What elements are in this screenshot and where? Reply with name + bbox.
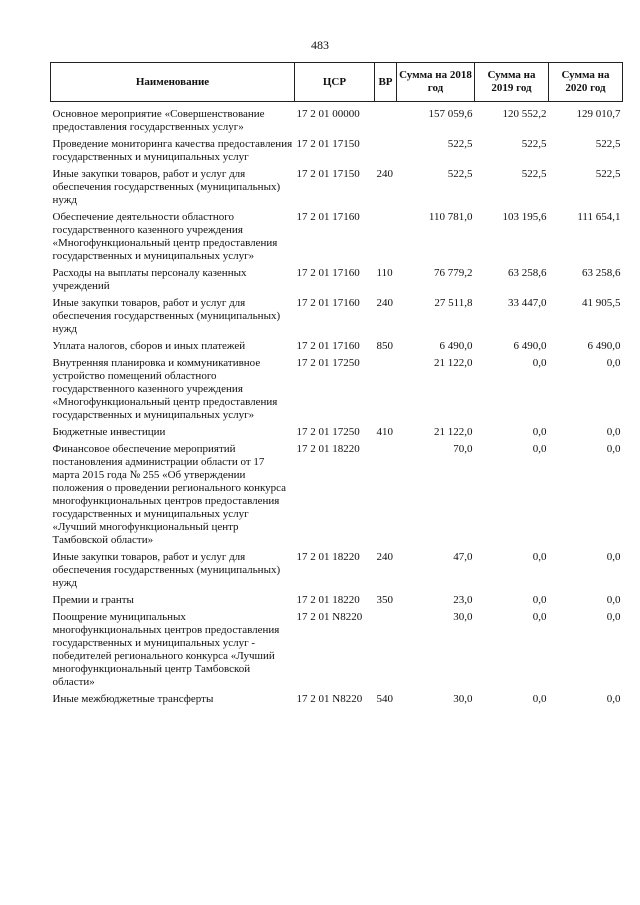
header-name: Наименование (51, 63, 295, 102)
header-sum-2020: Сумма на 2020 год (549, 63, 623, 102)
header-sum-2018: Сумма на 2018 год (397, 63, 475, 102)
cell-sum-2018: 30,0 (453, 611, 473, 623)
cell-csr: 17 2 01 N8220 (296, 693, 363, 705)
table-row (51, 297, 623, 340)
cell-sum-2019: 522,5 (521, 138, 547, 150)
cell-csr: 17 2 01 18220 (296, 551, 360, 563)
table-row (51, 551, 623, 594)
cell-sum-2020: 0,0 (606, 693, 621, 705)
cell-name: Иные межбюджетные трансферты (52, 693, 214, 705)
table-row (51, 211, 623, 267)
cell-sum-2020: 0,0 (606, 443, 621, 455)
cell-sum-2018: 76 779,2 (434, 267, 473, 279)
table-row (51, 611, 623, 693)
header-csr: ЦСР (295, 63, 375, 102)
header-sum-2019: Сумма на 2019 год (475, 63, 549, 102)
cell-sum-2018: 522,5 (447, 168, 473, 180)
cell-csr: 17 2 01 18220 (296, 594, 360, 606)
cell-sum-2018: 110 781,0 (428, 211, 473, 223)
cell-sum-2019: 103 195,6 (502, 211, 547, 223)
cell-sum-2020: 522,5 (595, 168, 621, 180)
cell-sum-2020: 0,0 (606, 551, 621, 563)
cell-vr (375, 138, 397, 168)
table-row (51, 693, 623, 710)
cell-vr: 240 (376, 551, 393, 563)
cell-name: Иные закупки товаров, работ и услуг для обеспечения государственных (муниципальных) нужд (52, 551, 281, 589)
cell-name: Бюджетные инвестиции (52, 426, 166, 438)
table-row (51, 443, 623, 551)
cell-sum-2018: 47,0 (453, 551, 473, 563)
cell-sum-2019: 33 447,0 (508, 297, 547, 309)
cell-csr: 17 2 01 17250 (296, 426, 360, 438)
cell-sum-2019: 0,0 (532, 357, 547, 369)
cell-name: Обеспечение деятельности областного государственного казенного учреждения «Многофункциональный центр предоставления государственных и муниципальных услуг» (52, 211, 278, 262)
cell-name: Проведение мониторинга качества предоставления государственных и муниципальных услуг (52, 138, 293, 163)
table-row (51, 267, 623, 297)
cell-csr: 17 2 01 17160 (296, 211, 360, 223)
cell-vr (375, 102, 397, 139)
cell-sum-2020: 0,0 (606, 357, 621, 369)
cell-sum-2020: 111 654,1 (577, 211, 621, 223)
table-row (51, 426, 623, 443)
cell-sum-2019: 522,5 (521, 168, 547, 180)
cell-sum-2020: 63 258,6 (582, 267, 621, 279)
cell-vr (375, 211, 397, 267)
table-row (51, 138, 623, 168)
cell-csr: 17 2 01 17160 (296, 297, 360, 309)
cell-sum-2019: 0,0 (532, 551, 547, 563)
cell-name: Финансовое обеспечение мероприятий постановления администрации области от 17 марта 2015 года № 255 «Об утверждении положения о проведении регионального конкурса многофункциональных центров предоставления государственных и муниципальных услуг «Лучший многофункциональный центр Тамбовской области» (52, 443, 287, 546)
cell-sum-2019: 0,0 (532, 611, 547, 623)
table-row (51, 340, 623, 357)
cell-name: Внутренняя планировка и коммуникативное устройство помещений областного государственного казенного учреждения «Многофункциональный центр предоставления государственных и муниципальных услуг» (52, 357, 278, 421)
cell-sum-2018: 30,0 (453, 693, 473, 705)
cell-sum-2020: 0,0 (606, 426, 621, 438)
cell-sum-2018: 157 059,6 (428, 108, 473, 120)
cell-vr: 110 (376, 267, 393, 279)
cell-sum-2020: 0,0 (606, 611, 621, 623)
cell-csr: 17 2 01 17150 (296, 138, 360, 150)
cell-name: Иные закупки товаров, работ и услуг для обеспечения государственных (муниципальных) нужд (52, 297, 281, 335)
cell-sum-2019: 0,0 (532, 693, 547, 705)
cell-csr: 17 2 01 00000 (296, 108, 360, 120)
cell-name: Расходы на выплаты персоналу казенных учреждений (52, 267, 247, 292)
cell-name: Основное мероприятие «Совершенствование предоставления государственных услуг» (52, 108, 265, 133)
cell-vr: 240 (376, 297, 393, 309)
cell-sum-2018: 6 490,0 (439, 340, 473, 352)
cell-sum-2019: 0,0 (532, 594, 547, 606)
budget-table (50, 62, 623, 710)
cell-csr: 17 2 01 17160 (296, 340, 360, 352)
page-number: 483 (311, 38, 329, 52)
cell-vr (375, 357, 397, 426)
cell-csr: 17 2 01 18220 (296, 443, 360, 455)
cell-sum-2019: 63 258,6 (508, 267, 547, 279)
cell-sum-2018: 23,0 (453, 594, 473, 606)
table-row (51, 168, 623, 211)
cell-csr: 17 2 01 N8220 (296, 611, 363, 623)
cell-sum-2018: 21 122,0 (434, 357, 473, 369)
cell-sum-2020: 6 490,0 (587, 340, 621, 352)
cell-vr: 240 (376, 168, 393, 180)
cell-csr: 17 2 01 17150 (296, 168, 360, 180)
cell-sum-2018: 70,0 (453, 443, 473, 455)
table-header (51, 63, 623, 102)
cell-sum-2018: 27 511,8 (434, 297, 473, 309)
cell-csr: 17 2 01 17160 (296, 267, 360, 279)
cell-sum-2020: 129 010,7 (576, 108, 621, 120)
cell-name: Уплата налогов, сборов и иных платежей (52, 340, 246, 352)
cell-sum-2018: 522,5 (447, 138, 473, 150)
cell-sum-2019: 6 490,0 (513, 340, 547, 352)
cell-sum-2020: 41 905,5 (582, 297, 621, 309)
cell-sum-2019: 120 552,2 (502, 108, 547, 120)
cell-vr: 850 (376, 340, 393, 352)
table-row (51, 357, 623, 426)
table-row (51, 102, 623, 139)
table-row (51, 594, 623, 611)
cell-vr (375, 611, 397, 693)
cell-sum-2018: 21 122,0 (434, 426, 473, 438)
cell-sum-2020: 0,0 (606, 594, 621, 606)
cell-vr: 540 (376, 693, 393, 705)
header-vr: ВР (375, 63, 397, 102)
cell-vr: 350 (376, 594, 393, 606)
table-body (51, 102, 623, 711)
cell-sum-2019: 0,0 (532, 426, 547, 438)
cell-name: Премии и гранты (52, 594, 134, 606)
cell-vr: 410 (376, 426, 393, 438)
header-row (51, 63, 623, 102)
cell-name: Иные закупки товаров, работ и услуг для обеспечения государственных (муниципальных) нужд (52, 168, 281, 206)
cell-sum-2020: 522,5 (595, 138, 621, 150)
cell-vr (375, 443, 397, 551)
cell-name: Поощрение муниципальных многофункциональных центров предоставления государственных и муниципальных услуг - победителей регионального конкурса «Лучший многофункциональный центр Тамбовской области» (52, 611, 280, 688)
cell-sum-2019: 0,0 (532, 443, 547, 455)
cell-csr: 17 2 01 17250 (296, 357, 360, 369)
